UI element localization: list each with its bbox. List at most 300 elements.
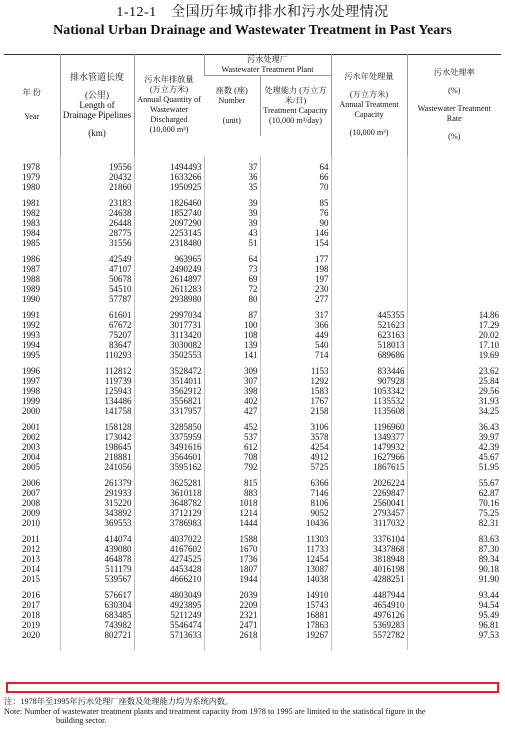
year-cell: 2004 — [22, 451, 40, 462]
annual-treatment-cell: 4487944 — [331, 590, 407, 600]
header-rate-unit-cn: (%) — [448, 86, 461, 96]
discharge-cell: 2253145 — [134, 228, 204, 238]
treatment-rate-cell: 55.67 — [407, 478, 501, 488]
plant-capacity-cell: 4912 — [260, 452, 331, 462]
table-row — [4, 452, 501, 462]
treatment-rate-cell — [407, 274, 501, 284]
plant-number-cell: 141 — [204, 350, 260, 360]
treatment-rate-cell — [407, 254, 501, 264]
annual-treatment-cell: 1627966 — [331, 452, 407, 462]
annual-treatment-cell: 3376104 — [331, 534, 407, 544]
annual-treatment-cell: 5572782 — [331, 630, 407, 640]
pipe-length-cell: 241056 — [60, 462, 134, 472]
pipe-length-cell: 539567 — [60, 574, 134, 584]
pipe-length-cell: 83647 — [60, 340, 134, 350]
table-row-2020 — [4, 640, 501, 650]
pipe-length-cell: 31556 — [60, 238, 134, 248]
discharge-cell: 1852740 — [134, 208, 204, 218]
treatment-rate-cell — [407, 294, 501, 304]
annual-treatment-cell: 4654910 — [331, 600, 407, 610]
discharge-cell: 5546474 — [134, 620, 204, 630]
treatment-rate-cell: 90.18 — [407, 564, 501, 574]
year-cell: 2017 — [22, 599, 40, 610]
header-annual-treatment-cn: 污水年处理量 — [344, 72, 394, 82]
table-row — [4, 330, 501, 340]
plant-capacity-cell: 76 — [260, 208, 331, 218]
discharge-cell: 2997034 — [134, 310, 204, 320]
plant-capacity-cell: 8106 — [260, 498, 331, 508]
header-rate — [407, 55, 501, 156]
year-cell: 1992 — [22, 319, 40, 330]
header-rate-cn: 污水处理率 — [433, 68, 475, 78]
table-row — [4, 254, 501, 264]
title-english: National Urban Drainage and Wastewater Treatment in Past Years — [53, 23, 452, 38]
plant-capacity-cell: 154 — [260, 238, 331, 248]
treatment-rate-cell — [407, 218, 501, 228]
plant-capacity-cell: 19267 — [260, 630, 331, 640]
year-cell: 2013 — [22, 553, 40, 564]
header-year — [4, 55, 60, 156]
plant-capacity-cell: 11303 — [260, 534, 331, 544]
table-row — [4, 406, 501, 416]
discharge-cell: 5211249 — [134, 610, 204, 620]
plant-capacity-cell: 7146 — [260, 488, 331, 498]
pipe-length-cell: 28775 — [60, 228, 134, 238]
pipe-length-cell: 291933 — [60, 488, 134, 498]
year-cell: 2008 — [22, 497, 40, 508]
plant-number-cell: 39 — [204, 218, 260, 228]
year-cell: 2016 — [22, 589, 40, 600]
plant-capacity-cell: 1292 — [260, 376, 331, 386]
discharge-cell: 4803049 — [134, 590, 204, 600]
year-cell: 2007 — [22, 487, 40, 498]
annual-treatment-cell — [331, 182, 407, 192]
header-annual-treatment-unit: (10,000 m³) — [349, 128, 389, 138]
table-row — [4, 228, 501, 238]
pipe-length-cell: 75207 — [60, 330, 134, 340]
discharge-cell: 3564601 — [134, 452, 204, 462]
treatment-rate-cell — [407, 208, 501, 218]
plant-number-cell: 2471 — [204, 620, 260, 630]
discharge-cell: 1950925 — [134, 182, 204, 192]
annual-treatment-cell — [331, 264, 407, 274]
table-row — [4, 488, 501, 498]
pipe-length-cell: 67672 — [60, 320, 134, 330]
plant-number-cell: 307 — [204, 376, 260, 386]
plant-number-cell: 708 — [204, 452, 260, 462]
table-row — [4, 422, 501, 432]
plant-number-cell: 39 — [204, 208, 260, 218]
pipe-length-cell: 61601 — [60, 310, 134, 320]
treatment-rate-cell — [407, 238, 501, 248]
pipe-length-cell: 511179 — [60, 564, 134, 574]
year-cell: 1994 — [22, 339, 40, 350]
plant-number-cell: 2618 — [204, 630, 260, 640]
pipe-length-cell: 630304 — [60, 600, 134, 610]
header-discharge-unit-cn: (万立方米) — [149, 85, 189, 95]
annual-treatment-cell: 1479932 — [331, 442, 407, 452]
plant-number-cell: 1018 — [204, 498, 260, 508]
pipe-length-cell: 19556 — [60, 162, 134, 172]
plant-number-cell: 2039 — [204, 590, 260, 600]
annual-treatment-cell — [331, 640, 407, 650]
annual-treatment-cell: 2560041 — [331, 498, 407, 508]
pipe-length-cell: 158128 — [60, 422, 134, 432]
year-cell: 2018 — [22, 609, 40, 620]
note-chinese: 注：1978年至1995年污水处理厂座数及处理能力均为系统内数。 — [4, 697, 234, 706]
table-row — [4, 182, 501, 192]
treatment-rate-cell: 36.43 — [407, 422, 501, 432]
header-rate-en: Wastewater Treatment Rate — [417, 104, 491, 124]
plant-capacity-cell: 9052 — [260, 508, 331, 518]
pipe-length-cell: 414074 — [60, 534, 134, 544]
annual-treatment-cell — [331, 274, 407, 284]
year-cell — [4, 640, 60, 650]
plant-capacity-cell — [260, 640, 331, 650]
plant-number-cell: 792 — [204, 462, 260, 472]
treatment-rate-cell: 89.34 — [407, 554, 501, 564]
plant-number-cell: 69 — [204, 274, 260, 284]
treatment-rate-cell — [407, 264, 501, 274]
table-row — [4, 620, 501, 630]
title-chinese: 1-12-1 全国历年城市排水和污水处理情况 — [116, 5, 389, 20]
year-cell: 1997 — [22, 375, 40, 386]
treatment-rate-cell: 39.97 — [407, 432, 501, 442]
plant-number-cell: 1670 — [204, 544, 260, 554]
plant-number-cell: 1214 — [204, 508, 260, 518]
annual-treatment-cell: 1196960 — [331, 422, 407, 432]
plant-capacity-cell: 4254 — [260, 442, 331, 452]
table-row — [4, 478, 501, 488]
plant-capacity-cell: 15743 — [260, 600, 331, 610]
treatment-rate-cell: 62.87 — [407, 488, 501, 498]
plant-capacity-cell: 1153 — [260, 366, 331, 376]
year-cell: 1984 — [22, 227, 40, 238]
table-row — [4, 518, 501, 528]
header-discharge-unit: (10,000 m³) — [149, 125, 189, 135]
plant-number-cell: 72 — [204, 284, 260, 294]
table-row — [4, 238, 501, 248]
pipe-length-cell: 802721 — [60, 630, 134, 640]
header-plant-number-cn: 座数 (座) — [215, 85, 248, 95]
pipe-length-cell: 315220 — [60, 498, 134, 508]
table-row — [4, 366, 501, 376]
pipe-length-cell: 134486 — [60, 396, 134, 406]
plant-capacity-cell: 2158 — [260, 406, 331, 416]
table-row — [4, 574, 501, 584]
year-cell: 2019 — [22, 619, 40, 630]
annual-treatment-cell: 1135532 — [331, 396, 407, 406]
annual-treatment-cell — [331, 198, 407, 208]
annual-treatment-cell: 1135608 — [331, 406, 407, 416]
header-plant-en: Wastewater Treatment Plant — [221, 65, 314, 74]
plant-capacity-cell: 366 — [260, 320, 331, 330]
plant-capacity-cell: 11733 — [260, 544, 331, 554]
plant-number-cell: 36 — [204, 172, 260, 182]
plant-capacity-cell: 90 — [260, 218, 331, 228]
plant-number-cell: 139 — [204, 340, 260, 350]
pipe-length-cell: 464878 — [60, 554, 134, 564]
year-cell: 1985 — [22, 237, 40, 248]
plant-number-cell: 402 — [204, 396, 260, 406]
discharge-cell: 4167602 — [134, 544, 204, 554]
treatment-rate-cell: 17.29 — [407, 320, 501, 330]
plant-capacity-cell: 277 — [260, 294, 331, 304]
treatment-rate-cell: 20.02 — [407, 330, 501, 340]
header-plant-capacity-unit: (10,000 m³/day) — [269, 115, 322, 125]
discharge-cell: 4037022 — [134, 534, 204, 544]
table-row — [4, 172, 501, 182]
discharge-cell: 2614897 — [134, 274, 204, 284]
annual-treatment-cell: 3117032 — [331, 518, 407, 528]
pipe-length-cell: 141758 — [60, 406, 134, 416]
year-cell: 1998 — [22, 385, 40, 396]
pipe-length-cell: 112812 — [60, 366, 134, 376]
year-cell: 1978 — [22, 161, 40, 172]
year-cell: 2020 — [22, 629, 40, 640]
treatment-rate-cell: 45.67 — [407, 452, 501, 462]
table-row — [4, 544, 501, 554]
year-cell: 1990 — [22, 293, 40, 304]
plant-capacity-cell: 5725 — [260, 462, 331, 472]
table-notes — [4, 697, 501, 726]
table-row — [4, 320, 501, 330]
table-row — [4, 386, 501, 396]
year-cell: 1980 — [22, 181, 40, 192]
discharge-cell: 1494493 — [134, 162, 204, 172]
plant-number-cell: 612 — [204, 442, 260, 452]
header-pipe-unit: (km) — [88, 128, 106, 139]
header-pipe-cn: 排水管道长度 — [69, 72, 124, 83]
year-cell: 1983 — [22, 217, 40, 228]
plant-number-cell: 80 — [204, 294, 260, 304]
annual-treatment-cell: 689686 — [331, 350, 407, 360]
annual-treatment-cell: 3437868 — [331, 544, 407, 554]
pipe-length-cell: 261379 — [60, 478, 134, 488]
treatment-rate-cell: 51.95 — [407, 462, 501, 472]
plant-capacity-cell: 70 — [260, 182, 331, 192]
discharge-cell — [134, 640, 204, 650]
discharge-cell: 4274525 — [134, 554, 204, 564]
treatment-rate-cell: 31.93 — [407, 396, 501, 406]
treatment-rate-cell — [407, 182, 501, 192]
header-plant-cn: 污水处理厂 — [247, 55, 288, 64]
table-row — [4, 198, 501, 208]
plant-number-cell: 883 — [204, 488, 260, 498]
plant-number-cell: 2321 — [204, 610, 260, 620]
table-row — [4, 508, 501, 518]
annual-treatment-cell: 2026224 — [331, 478, 407, 488]
header-plant-capacity-cn: 处理能力 (万立方米/日) — [264, 85, 327, 105]
header-year-cn: 年 份 — [22, 88, 41, 98]
drainage-table — [4, 54, 501, 650]
discharge-cell: 3595162 — [134, 462, 204, 472]
plant-capacity-cell: 1767 — [260, 396, 331, 406]
pipe-length-cell: 57787 — [60, 294, 134, 304]
plant-capacity-cell: 6366 — [260, 478, 331, 488]
pipe-length-cell: 24638 — [60, 208, 134, 218]
table-row — [4, 294, 501, 304]
plant-number-cell: 1588 — [204, 534, 260, 544]
plant-number-cell: 73 — [204, 264, 260, 274]
discharge-cell: 2097290 — [134, 218, 204, 228]
year-cell: 1988 — [22, 273, 40, 284]
annual-treatment-cell: 4288251 — [331, 574, 407, 584]
discharge-cell: 3556821 — [134, 396, 204, 406]
table-row — [4, 376, 501, 386]
header-discharge-cn: 污水年排放量 — [144, 75, 194, 85]
pipe-length-cell: 20432 — [60, 172, 134, 182]
pipe-length-cell: 26448 — [60, 218, 134, 228]
year-cell: 1996 — [22, 365, 40, 376]
plant-number-cell: 37 — [204, 162, 260, 172]
table-row — [4, 208, 501, 218]
pipe-length-cell: 50678 — [60, 274, 134, 284]
year-cell: 1999 — [22, 395, 40, 406]
pipe-length-cell: 110293 — [60, 350, 134, 360]
note-english-line2: building sector. — [56, 716, 107, 725]
pipe-length-cell: 343892 — [60, 508, 134, 518]
plant-number-cell: 51 — [204, 238, 260, 248]
year-cell: 2009 — [22, 507, 40, 518]
plant-capacity-cell: 449 — [260, 330, 331, 340]
header-year-en: Year — [24, 112, 40, 122]
treatment-rate-cell: 82.31 — [407, 518, 501, 528]
highlight-2020-box — [6, 682, 499, 693]
pipe-length-cell: 21860 — [60, 182, 134, 192]
annual-treatment-cell: 4976126 — [331, 610, 407, 620]
table-row — [4, 218, 501, 228]
plant-number-cell: 87 — [204, 310, 260, 320]
annual-treatment-cell: 1349377 — [331, 432, 407, 442]
discharge-cell: 2938980 — [134, 294, 204, 304]
table-row — [4, 610, 501, 620]
year-cell: 1993 — [22, 329, 40, 340]
treatment-rate-cell: 95.49 — [407, 610, 501, 620]
plant-capacity-cell: 198 — [260, 264, 331, 274]
table-row — [4, 590, 501, 600]
header-discharge — [134, 55, 204, 156]
plant-capacity-cell: 197 — [260, 274, 331, 284]
treatment-rate-cell: 94.54 — [407, 600, 501, 610]
year-cell: 2011 — [22, 533, 40, 544]
plant-capacity-cell: 146 — [260, 228, 331, 238]
plant-capacity-cell: 12454 — [260, 554, 331, 564]
table-row — [4, 350, 501, 360]
plant-capacity-cell: 540 — [260, 340, 331, 350]
table-row — [4, 310, 501, 320]
annual-treatment-cell: 521623 — [331, 320, 407, 330]
plant-capacity-cell: 85 — [260, 198, 331, 208]
discharge-cell: 2490249 — [134, 264, 204, 274]
treatment-rate-cell: 25.84 — [407, 376, 501, 386]
treatment-rate-cell: 34.25 — [407, 406, 501, 416]
treatment-rate-cell: 70.16 — [407, 498, 501, 508]
table-header — [4, 55, 501, 156]
year-cell: 2006 — [22, 477, 40, 488]
table-row — [4, 396, 501, 406]
treatment-rate-cell: 91.90 — [407, 574, 501, 584]
plant-number-cell — [204, 640, 260, 650]
annual-treatment-cell — [331, 284, 407, 294]
annual-treatment-cell: 1867615 — [331, 462, 407, 472]
treatment-rate-cell: 83.63 — [407, 534, 501, 544]
year-cell: 2014 — [22, 563, 40, 574]
discharge-cell: 963965 — [134, 254, 204, 264]
annual-treatment-cell: 907928 — [331, 376, 407, 386]
table-body — [4, 156, 501, 650]
pipe-length-cell — [60, 640, 134, 650]
table-row — [4, 432, 501, 442]
annual-treatment-cell: 5369283 — [331, 620, 407, 630]
plant-capacity-cell: 230 — [260, 284, 331, 294]
header-plant-number-en: Number — [218, 95, 246, 105]
discharge-cell: 3514011 — [134, 376, 204, 386]
table-row — [4, 340, 501, 350]
header-annual-treatment — [331, 55, 407, 156]
plant-number-cell: 309 — [204, 366, 260, 376]
annual-treatment-cell — [331, 218, 407, 228]
plant-capacity-cell: 14038 — [260, 574, 331, 584]
pipe-length-cell: 439080 — [60, 544, 134, 554]
treatment-rate-cell: 75.25 — [407, 508, 501, 518]
header-pipe-en: Length of Drainage Pipelines — [62, 100, 132, 121]
pipe-length-cell: 576617 — [60, 590, 134, 600]
header-annual-treatment-en: Annual Treatment Capacity — [339, 100, 399, 120]
plant-number-cell: 64 — [204, 254, 260, 264]
year-cell: 2012 — [22, 543, 40, 554]
year-cell: 2002 — [22, 431, 40, 442]
discharge-cell: 3610118 — [134, 488, 204, 498]
plant-number-cell: 398 — [204, 386, 260, 396]
plant-capacity-cell: 16881 — [260, 610, 331, 620]
year-cell: 2010 — [22, 517, 40, 528]
pipe-length-cell: 743982 — [60, 620, 134, 630]
title-block — [0, 4, 505, 40]
table-row — [4, 442, 501, 452]
annual-treatment-cell — [331, 172, 407, 182]
year-cell: 1979 — [22, 171, 40, 182]
discharge-cell: 4453428 — [134, 564, 204, 574]
plant-number-cell: 1944 — [204, 574, 260, 584]
discharge-cell: 3317957 — [134, 406, 204, 416]
plant-capacity-cell: 64 — [260, 162, 331, 172]
plant-capacity-cell: 1583 — [260, 386, 331, 396]
annual-treatment-cell: 3818948 — [331, 554, 407, 564]
treatment-rate-cell — [407, 172, 501, 182]
year-cell: 2000 — [22, 405, 40, 416]
plant-capacity-cell: 10436 — [260, 518, 331, 528]
treatment-rate-cell: 14.86 — [407, 310, 501, 320]
treatment-rate-cell: 19.69 — [407, 350, 501, 360]
discharge-cell: 3502553 — [134, 350, 204, 360]
header-pipe-unit-cn: (公里) — [85, 90, 109, 101]
discharge-cell: 3625281 — [134, 478, 204, 488]
header-discharge-en: Annual Quantity of Wastewater Discharged — [137, 95, 201, 125]
plant-capacity-cell: 714 — [260, 350, 331, 360]
pipe-length-cell: 369553 — [60, 518, 134, 528]
discharge-cell: 3528472 — [134, 366, 204, 376]
year-cell: 1982 — [22, 207, 40, 218]
discharge-cell: 3030082 — [134, 340, 204, 350]
discharge-cell: 3562912 — [134, 386, 204, 396]
year-cell: 1995 — [22, 349, 40, 360]
annual-treatment-cell: 2793457 — [331, 508, 407, 518]
plant-number-cell: 537 — [204, 432, 260, 442]
discharge-cell: 3786983 — [134, 518, 204, 528]
discharge-cell: 5713633 — [134, 630, 204, 640]
table-row — [4, 462, 501, 472]
